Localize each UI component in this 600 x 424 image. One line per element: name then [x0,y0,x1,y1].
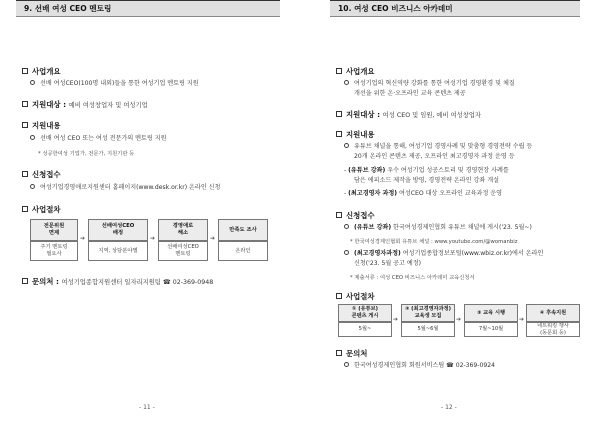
right-overview-line2: 개선을 위한 온·오프라인 교육 콘텐츠 제공 [354,90,466,97]
circle-bullet-icon [344,143,349,148]
checkbox-square-icon [22,171,28,177]
right-flow-step2-body: 5월~6월 [401,322,455,337]
left-section-apply: 신청접수 [22,169,61,180]
right-content-line2: 20개 온라인 콘텐츠 제공, 오프라인 최고경영자 과정 운영 등 [354,153,515,160]
right-section-procedure: 사업절차 [336,291,375,302]
left-banner: 9. 선배 여성 CEO 멘토링 [16,0,280,17]
right-content-line1: 유튜브 채널을 통해, 여성기업 경영사례 및 맞춤형 경영전략 수립 등 [344,142,532,151]
checkbox-square-icon [336,111,342,117]
right-banner: 10. 여성 CEO 비즈니스 아카데미 [330,0,580,17]
right-apply-note2: * 제출서류 : 여성 CEO 비즈니스 아카데미 교육신청서 [350,275,475,281]
right-section-content: 지원내용 [336,129,375,140]
left-overview-line: 선배 여성CEO(100명 내외)들을 통한 여성기업 멘토링 지원 [30,79,199,88]
arrow-right-icon: ➔ [456,316,462,323]
right-section-target: 지원대상 : 여성 CEO 및 임원, 예비 여성창업자 [336,109,481,120]
right-flow-step1-head: ① (유튜브) 콘텐츠 게시 [338,304,392,322]
checkbox-square-icon [336,212,342,218]
circle-bullet-icon [30,135,35,140]
right-section-apply: 신청접수 [336,210,375,221]
left-flow-step3-head: 경영애로 해소 [158,219,208,241]
arrow-right-icon: ➔ [393,316,399,323]
right-contact-line: 한국여성경제인협회 회원서비스팀 ☎ 02-369-0924 [344,361,495,370]
right-apply-line2: (최고경영자과정) 여성기업종합정보포털(www.wbiz.or.kr)에서 온라인 [344,249,543,258]
left-page-number: - 11 - [139,404,155,411]
right-section-contact: 문의처 [336,348,367,359]
right-flow-step3-body: 7월~10월 [464,322,518,337]
checkbox-square-icon [336,293,342,299]
left-flow-step2-head: 선배여성CEO 배정 [88,219,148,241]
arrow-right-icon: ➔ [150,235,156,242]
left-flow-step2-body: 지역, 상담분야별 [88,241,148,261]
right-overview-line1: 여성기업의 혁신역량 강화를 통한 여성기업 경영환경 및 체질 [344,79,515,88]
left-section-contact: 문의처 : 여성기업종합지원센터 일자리지원팀 ☎ 02-369-0948 [22,276,213,287]
circle-bullet-icon [344,250,349,255]
circle-bullet-icon [344,224,349,229]
checkbox-square-icon [22,101,28,107]
checkbox-square-icon [22,122,28,128]
arrow-right-icon: ➔ [210,235,216,242]
checkbox-square-icon [22,68,28,74]
checkbox-square-icon [336,350,342,356]
left-section-overview: 사업개요 [22,66,61,77]
right-apply-note1: * 한국여성경제인협회 유튜브 채널 : www.youtube.com/@womanbiz [350,239,518,245]
circle-bullet-icon [344,362,349,367]
checkbox-square-icon [22,278,28,284]
left-content-line: 선배 여성 CEO 또는 여성 전문가의 멘토링 지원 [30,134,167,143]
left-apply-line: 여성기업경영애로지원센터 홈페이지(www.desk.or.kr) 온라인 신청 [30,183,220,192]
left-flow-step4-head: 만족도 조사 [218,219,268,241]
right-page-number: - 12 - [441,404,457,411]
checkbox-square-icon [22,206,28,212]
circle-bullet-icon [30,184,35,189]
right-apply-line2-cont: 신청('23. 5월 공고 예정) [354,260,422,267]
left-content-note: * 성공한여성 기업가, 전문가, 지원기관 등 [38,151,135,157]
right-flow-step4-body: 네트워킹 행사 (동문회 등) [526,322,580,337]
right-content-youtube: - (유튜브 강좌) 우수 여성기업 성공스토리 및 경영현장 사례를 [344,167,509,174]
right-content-ceo: - (최고경영자 과정) 여성CEO 대상 오프라인 교육과정 운영 [344,190,503,197]
right-section-overview: 사업개요 [336,66,375,77]
circle-bullet-icon [30,80,35,85]
left-section-content: 지원내용 [22,120,61,131]
right-apply-line1: (유튜브 강좌) 한국여성경제인협회 유튜브 채널에 게시('23. 5월~) [344,223,532,232]
right-flow-step4-head: ④ 후속지원 [526,304,580,322]
right-flow-step1-body: 5월~ [338,322,392,337]
checkbox-square-icon [336,68,342,74]
arrow-right-icon: ➔ [519,316,525,323]
right-flow-step2-head: ② (최고경영자과정) 교육생 모집 [401,304,455,322]
checkbox-square-icon [336,131,342,137]
circle-bullet-icon [344,80,349,85]
left-flow-step3-body: 선배여성CEO 멘토링 [158,241,208,261]
left-flow-step4-body: 온라인 [218,241,268,261]
left-flow-step1-body: 주기 멘토링 필요사 [30,241,78,261]
left-flow-step1-head: 전문위원 면제 [30,219,78,241]
arrow-right-icon: ➔ [80,235,86,242]
right-flow-step3-head: ③ 교육 시행 [464,304,518,322]
left-section-target: 지원대상 : 예비 여성창업자 및 여성기업 [22,99,148,110]
left-section-procedure: 사업절차 [22,204,61,215]
right-content-youtube-cont: 담은 에피소드 제작을 방영, 경영전략 온라인 강좌 개설 [354,177,500,184]
